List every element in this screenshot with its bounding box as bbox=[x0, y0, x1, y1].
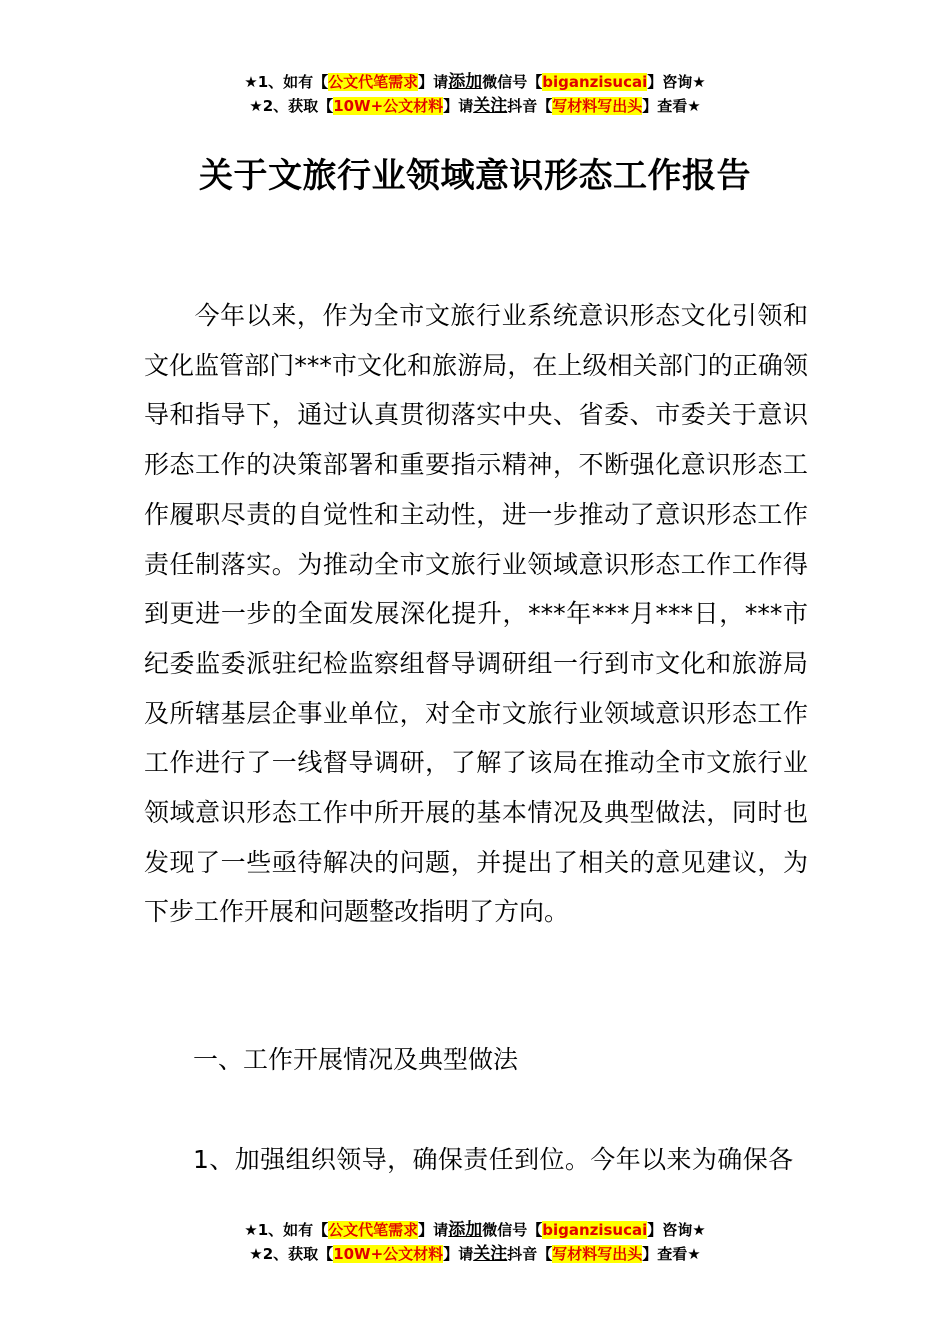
banner-text: ★2、获取【 bbox=[249, 97, 334, 115]
banner-text: 】查看★ bbox=[642, 97, 701, 115]
banner-text: 】请 bbox=[418, 73, 449, 91]
banner-text: 】请 bbox=[443, 1245, 474, 1263]
banner-line-1 bbox=[0, 70, 950, 94]
banner-text: 】咨询★ bbox=[647, 1221, 706, 1239]
banner-emphasis: 添加 bbox=[448, 1220, 483, 1240]
highlight-ghostwriting: 公文代笔需求 bbox=[328, 73, 419, 91]
highlight-wechat-id: biganzisucai bbox=[542, 73, 648, 91]
banner-text: ★1、如有【 bbox=[244, 1221, 329, 1239]
highlight-materials: 10W+公文材料 bbox=[333, 97, 444, 115]
banner-text: 】查看★ bbox=[642, 1245, 701, 1263]
section-heading: 一、工作开展情况及典型做法 bbox=[193, 1045, 519, 1074]
banner-emphasis: 关注 bbox=[473, 96, 508, 116]
banner-emphasis: 添加 bbox=[448, 72, 483, 92]
highlight-materials: 10W+公文材料 bbox=[333, 1245, 444, 1263]
document-title: 关于文旅行业领域意识形态工作报告 bbox=[199, 156, 751, 196]
highlight-douyin: 写材料写出头 bbox=[552, 97, 643, 115]
banner-line-1 bbox=[0, 1218, 950, 1242]
list-item: 1、加强组织领导，确保责任到位。今年以来为确保各 bbox=[193, 1145, 794, 1174]
intro-paragraph bbox=[144, 291, 808, 937]
banner-text: 微信号【 bbox=[482, 1221, 543, 1239]
highlight-douyin: 写材料写出头 bbox=[552, 1245, 643, 1263]
banner-text: 】请 bbox=[418, 1221, 449, 1239]
banner-text: 抖音【 bbox=[507, 1245, 553, 1263]
banner-text: 抖音【 bbox=[507, 97, 553, 115]
banner-text: ★1、如有【 bbox=[244, 73, 329, 91]
banner-line-2 bbox=[0, 1242, 950, 1266]
intro-text: 今年以来，作为全市文旅行业系统意识形态文化引领和文化监管部门***市文化和旅游局，在上级相关部门的正确领导和指导下，通过认真贯彻落实中央、省委、市委关于意识形态工作的决策部署和重要指示精神，不断强化意识形态工作履职尽责的自觉性和主动性，进一步推动了意识形态工作责任制落实。为推动全市文旅行业领域意识形态工作工作得到更进一步的全面发展深化提升，***年***月***日，***市纪委监委派驻纪检监察组督导调研组一行到市文化和旅游局及所辖基层企事业单位，对全市文旅行业领域意识形态工作工作进行了一线督导调研，了解了该局在推动全市文旅行业领域意识形态工作中所开展的基本情况及典型做法，同时也发现了一些亟待解决的问题，并提出了相关的意见建议，为下步工作开展和问题整改指明了方向。 bbox=[144, 301, 808, 927]
banner-text: 】请 bbox=[443, 97, 474, 115]
banner-text: 微信号【 bbox=[482, 73, 543, 91]
banner-text: ★2、获取【 bbox=[249, 1245, 334, 1263]
highlight-ghostwriting: 公文代笔需求 bbox=[328, 1221, 419, 1239]
header-banner bbox=[0, 70, 950, 118]
highlight-wechat-id: biganzisucai bbox=[542, 1221, 648, 1239]
footer-banner bbox=[0, 1218, 950, 1266]
banner-text: 】咨询★ bbox=[647, 73, 706, 91]
banner-emphasis: 关注 bbox=[473, 1244, 508, 1264]
banner-line-2 bbox=[0, 94, 950, 118]
